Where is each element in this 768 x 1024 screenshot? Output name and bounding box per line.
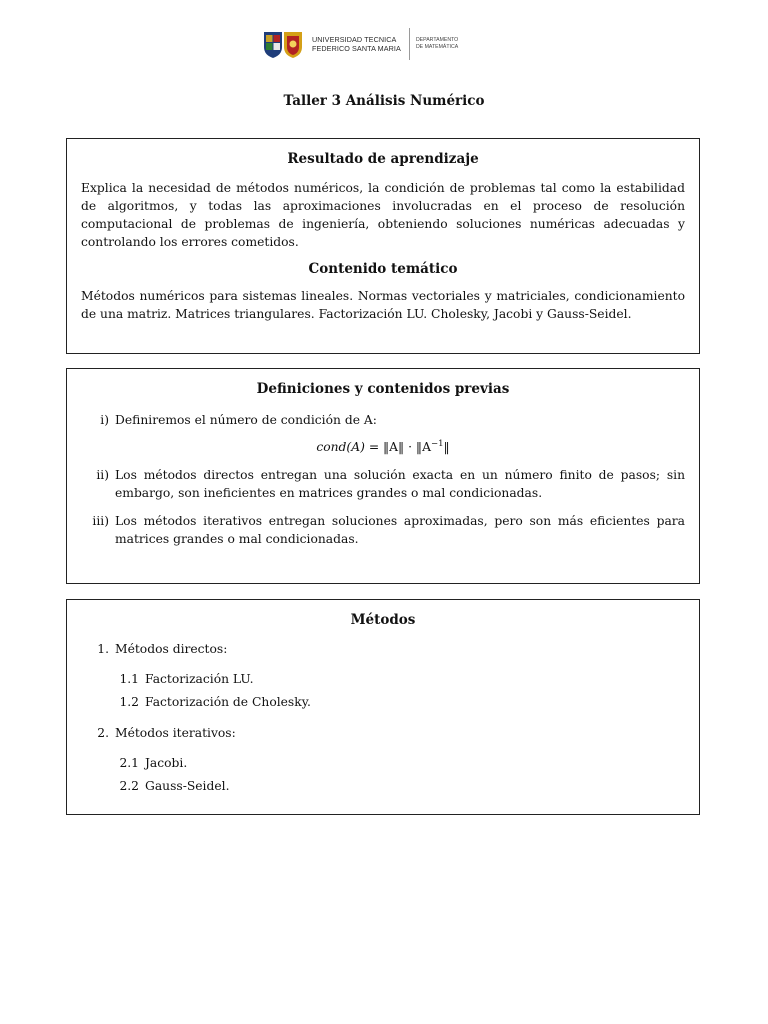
method-subnumber: 2.1 (119, 756, 139, 770)
formula-close: ‖ (443, 440, 450, 455)
definition-text: Los métodos directos entregan una solución exacta en un número finito de pasos; sin embargo, son ineficientes en matrices grandes o mal condicionadas. (115, 468, 685, 501)
method-subitem (115, 752, 685, 775)
formula-rhs: = ‖A‖ · ‖A (364, 440, 431, 455)
method-subitem (115, 668, 685, 691)
method-sublabel: Gauss-Seidel. (145, 779, 230, 793)
method-sublabel: Factorización LU. (145, 672, 254, 686)
method-label: Métodos directos: (115, 642, 228, 656)
method-category (81, 640, 685, 714)
university-name-line2: FEDERICO SANTA MARIA (312, 44, 401, 53)
definitions-box (66, 368, 700, 584)
university-name-line1: UNIVERSIDAD TECNICA (312, 35, 397, 44)
department-name (416, 37, 458, 51)
thematic-content-heading: Contenido temático (308, 261, 458, 277)
department-name-line1: DEPARTAMENTO (415, 37, 459, 43)
definitions-list (81, 411, 685, 548)
university-name (312, 35, 401, 53)
method-subnumber: 1.1 (119, 672, 139, 686)
definition-label: ii) (96, 468, 109, 483)
method-subnumber: 2.2 (119, 779, 139, 793)
methods-list (81, 640, 685, 798)
method-label: Métodos iterativos: (115, 726, 236, 740)
method-category (81, 724, 685, 798)
university-crest-logo (262, 29, 306, 59)
learning-outcome-text: Explica la necesidad de métodos numéricos, la condición de problemas tal como la estabilidad de algoritmos, y todas las aproximaciones involucradas en el proceso de resolución computacional de problemas de ingeniería, obteniendo soluciones numéricas adecuadas y controlando los errores cometidos. (81, 181, 685, 249)
formula-lhs: cond(A) (316, 440, 365, 455)
method-sublabel: Jacobi. (145, 756, 188, 770)
definition-label: i) (100, 413, 109, 427)
header-divider (409, 28, 410, 60)
learning-outcome-box (66, 138, 700, 354)
definition-text: Los métodos iterativos entregan soluciones aproximadas, pero son más eficientes para matrices grandes o mal condicionadas. (115, 514, 685, 547)
header (262, 26, 458, 62)
document-title: Taller 3 Análisis Numérico (283, 93, 485, 109)
formula-exponent: −1 (430, 439, 444, 449)
definition-item (81, 411, 685, 456)
definition-text: Definiremos el número de condición de A: (115, 413, 377, 427)
thematic-content-text: Métodos numéricos para sistemas lineales. Normas vectoriales y matriciales, condicionamiento de una matriz. Matrices triangulares. Factorización LU. Cholesky, Jacobi y Gauss-Seidel. (81, 289, 685, 321)
definition-item (81, 466, 685, 502)
definition-item (81, 512, 685, 548)
method-number: 1. (97, 642, 109, 656)
method-subitem (115, 691, 685, 714)
condition-number-formula (81, 435, 685, 456)
definitions-heading: Definiciones y contenidos previas (256, 381, 510, 397)
method-sublist (81, 752, 685, 798)
definition-label: iii) (92, 514, 109, 529)
department-name-line2: DE MATEMÁTICA (415, 44, 459, 50)
learning-outcome-heading: Resultado de aprendizaje (287, 151, 479, 167)
method-sublist (81, 668, 685, 714)
method-number: 2. (97, 726, 109, 740)
methods-heading: Métodos (350, 612, 416, 628)
method-subitem (115, 775, 685, 798)
methods-box (66, 599, 700, 815)
method-subnumber: 1.2 (119, 695, 139, 709)
method-sublabel: Factorización de Cholesky. (145, 695, 311, 709)
